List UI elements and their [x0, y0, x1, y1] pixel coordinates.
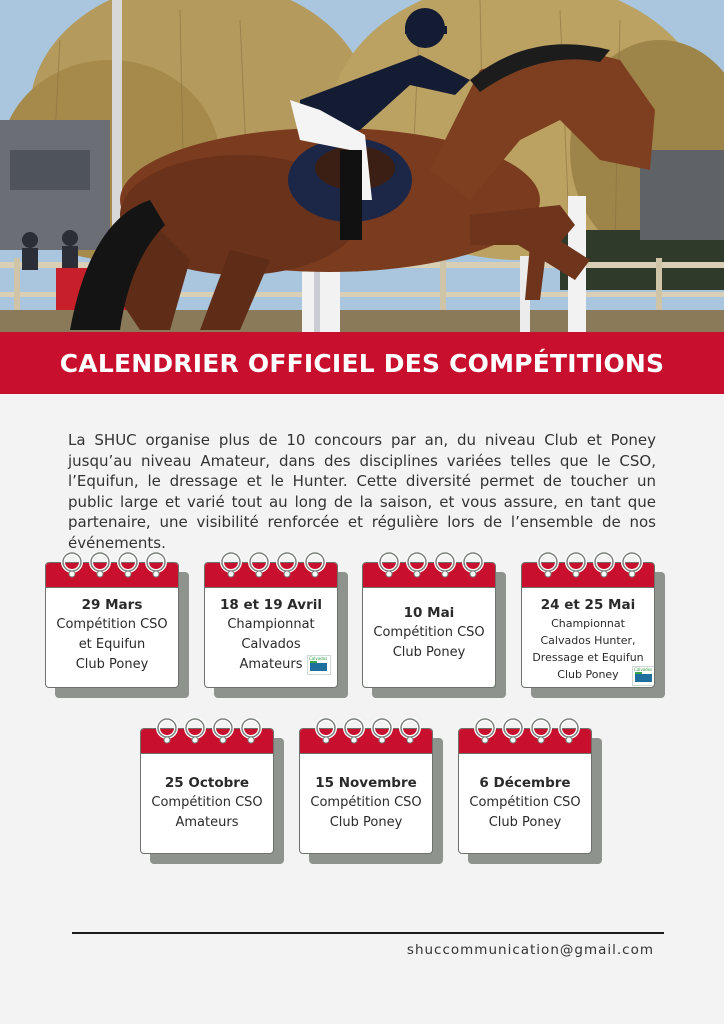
show-jumping-illustration: [0, 0, 724, 332]
binder-rings: [376, 552, 486, 582]
event-description-line: Calvados Hunter,: [540, 634, 636, 647]
calendar-card: [299, 728, 433, 854]
title-band: [0, 332, 724, 394]
calvados-logo: Calvados: [632, 666, 655, 686]
page-title: CALENDRIER OFFICIEL DES COMPÉTITIONS: [59, 348, 665, 378]
binder-rings: [218, 552, 328, 582]
card-body: [141, 773, 273, 833]
event-date: 25 Octobre: [164, 775, 250, 791]
card-body: [363, 603, 495, 663]
event-description-line: Calvados: [241, 637, 301, 652]
event-description-line: Compétition CSO: [151, 795, 263, 810]
event-description-line: Compétition CSO: [56, 617, 168, 632]
binder-rings: [535, 552, 645, 582]
calendar-card: [458, 728, 592, 854]
event-description-line: Amateurs: [239, 657, 303, 672]
event-description-line: Compétition CSO: [310, 795, 422, 810]
event-date: 18 et 19 Avril: [220, 597, 322, 613]
calendar-card: [521, 562, 655, 688]
event-description-line: Compétition CSO: [469, 795, 581, 810]
event-description-line: Amateurs: [175, 815, 239, 830]
binder-rings: [472, 718, 582, 748]
event-description-line: Club Poney: [557, 668, 619, 681]
card-body: [300, 773, 432, 833]
calendar-card: [362, 562, 496, 688]
event-description-line: Championnat: [227, 617, 315, 632]
event-description-line: Championnat: [551, 617, 625, 630]
card-body: [459, 773, 591, 833]
calvados-logo: Calvados: [307, 655, 331, 675]
event-description-line: Dressage et Equifun: [532, 651, 644, 664]
calendar-card: [140, 728, 274, 854]
event-description-line: Club Poney: [488, 815, 562, 830]
card-body: [46, 595, 178, 675]
event-description-line: Club Poney: [75, 657, 149, 672]
event-description-line: Compétition CSO: [373, 625, 485, 640]
event-date: 10 Mai: [403, 605, 455, 621]
event-date: 15 Novembre: [315, 775, 417, 791]
contact-email[interactable]: shuccommunication@gmail.com: [406, 942, 654, 958]
event-description-line: Club Poney: [329, 815, 403, 830]
binder-rings: [59, 552, 169, 582]
event-description-line: Club Poney: [392, 645, 466, 660]
hero-photo: [0, 0, 724, 332]
binder-rings: [313, 718, 423, 748]
event-date: 24 et 25 Mai: [540, 597, 636, 613]
event-date: 6 Décembre: [479, 775, 571, 791]
calendar-card: [45, 562, 179, 688]
binder-rings: [154, 718, 264, 748]
event-description-line: et Equifun: [78, 637, 146, 652]
event-date: 29 Mars: [81, 597, 143, 613]
calendar-card: [204, 562, 338, 688]
intro-paragraph: La SHUC organise plus de 10 concours par an, du niveau Club et Poney jusqu’au niveau Amateur, dans des disciplines variées telles que le CSO, l’Equifun, le dressage et le Hunter. Cette diversité permet de toucher un public large et varié tout au long de la saison, et vous assure, en tant que partenaire, une visibilité renforcée et régulière lors de l’ensemble de nos événements.: [68, 431, 656, 552]
footer-divider: [72, 932, 664, 934]
